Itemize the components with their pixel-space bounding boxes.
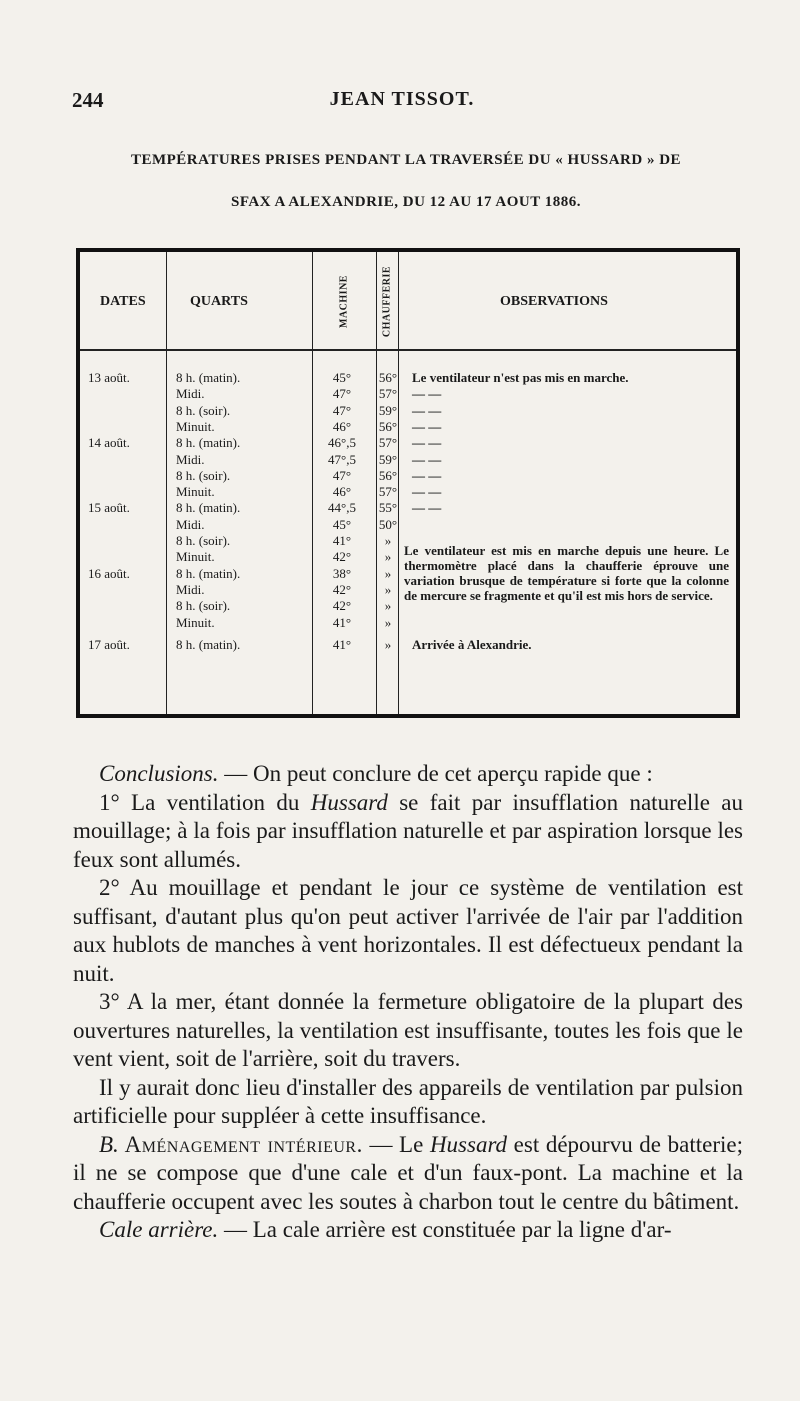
column-divider: [166, 252, 167, 714]
cell-quart: Midi.: [176, 451, 205, 467]
amenagement-text: est dépourvu de batterie; il ne se compose que d'une cale et d'un faux-pont. La machine et la chaufferie occupent avec les soutes à charbon tout le centre du bâtiment.: [73, 1131, 743, 1214]
body-text: [73, 760, 743, 1245]
section-letter: B.: [99, 1131, 119, 1157]
conclusions-label: Conclusions.: [99, 761, 219, 786]
cell-observation: — —: [412, 418, 442, 434]
cell-quart: Midi.: [176, 386, 205, 402]
cell-quart: 8 h. (soir).: [176, 467, 231, 483]
cell-quart: 8 h. (matin).: [176, 435, 241, 451]
column-divider: [398, 252, 399, 714]
section-title: Aménagement intérieur.: [118, 1131, 363, 1157]
column-divider: [312, 252, 313, 714]
header-divider: [80, 349, 736, 351]
cell-machine: 44°,5: [328, 500, 356, 516]
cell-machine: 46°: [332, 484, 352, 500]
cell-observation: — —: [412, 402, 442, 418]
cell-observation: — —: [412, 500, 442, 516]
cell-chaufferie: »: [384, 549, 392, 565]
header-dates: DATES: [100, 294, 146, 309]
cell-quart: Midi.: [176, 516, 205, 532]
long-observation: Le ventilateur est mis en marche depuis une heure. Le thermomètre placé dans la chaufferie éprouve une variation brusque de température si forte que la colonne de mercure se fragmente et qu'il est mis hors de service.: [404, 543, 729, 603]
paragraph-amenagement: [73, 1131, 743, 1217]
cell-chaufferie: »: [384, 581, 392, 597]
point-1-start: 1° La ventilation du: [99, 789, 311, 815]
cell-machine: 42°: [332, 598, 352, 614]
cell-observation: — —: [412, 451, 442, 467]
cell-chaufferie: 56°: [378, 418, 398, 434]
paragraph-point-2: 2° Au mouillage et pendant le jour ce système de ventilation est suffisant, d'autant plus qu'on peut activer l'arrivée de l'air par l'addition aux hublots de manches à vent horizontales. Il est défectueux pendant la nuit.: [73, 875, 743, 986]
cell-quart: Minuit.: [176, 549, 215, 565]
cell-machine: 41°: [332, 614, 352, 630]
cell-date: 14 août.: [88, 435, 130, 451]
cell-quart: 8 h. (soir).: [176, 533, 231, 548]
cell-observation: — —: [412, 467, 442, 483]
cell-quart: 8 h. (matin).: [176, 565, 241, 581]
cell-observation: Le ventilateur n'est pas mis en marche.: [412, 370, 629, 385]
cell-observation: — —: [412, 386, 442, 402]
cell-machine: 42°: [332, 581, 352, 597]
table-title-line-2: SFAX A ALEXANDRIE, DU 12 AU 17 AOUT 1886.: [231, 194, 581, 210]
running-title: JEAN TISSOT.: [329, 88, 475, 110]
paragraph-recommendation: Il y aurait donc lieu d'installer des appareils de ventilation par pulsion artificielle pour suppléer à cette insuffisance.: [73, 1074, 743, 1128]
header-quarts: QUARTS: [190, 294, 248, 309]
cell-quart: 8 h. (matin).: [176, 500, 241, 516]
cell-date: 13 août.: [88, 370, 130, 385]
cell-chaufferie: 56°: [378, 370, 398, 385]
header-observations: OBSERVATIONS: [500, 294, 608, 309]
cell-chaufferie: »: [384, 636, 392, 652]
cell-date: 16 août.: [88, 565, 130, 581]
ship-name: Hussard: [429, 1131, 508, 1157]
cell-date: 15 août.: [88, 500, 130, 516]
cell-machine: 46°: [332, 418, 352, 434]
cell-date: 17 août.: [88, 636, 130, 652]
cell-quart: Minuit.: [176, 484, 215, 500]
cell-chaufferie: 59°: [378, 402, 398, 418]
page-header: [72, 88, 732, 114]
cell-chaufferie: 59°: [378, 451, 398, 467]
cell-quart: 8 h. (soir).: [176, 598, 231, 614]
cell-chaufferie: 57°: [378, 435, 398, 451]
cell-observation: — —: [412, 484, 442, 500]
cell-machine: 47°: [332, 402, 352, 418]
ship-name: Hussard: [310, 789, 388, 815]
cell-quart: 8 h. (matin).: [176, 370, 241, 385]
point-1-end: se fait par insufflation naturelle au mouillage; à la fois par insufflation naturelle et par aspiration lorsque les feux sont allumés.: [73, 789, 743, 872]
header-chaufferie: CHAUFFERIE: [381, 265, 393, 338]
cell-chaufferie: »: [384, 533, 392, 548]
conclusions-intro: — On peut conclure de cet aperçu rapide que :: [218, 761, 653, 786]
cell-observation: — —: [412, 435, 442, 451]
cell-chaufferie: »: [384, 598, 392, 614]
cell-machine: 47°: [332, 467, 352, 483]
cell-quart: 8 h. (matin).: [176, 636, 241, 652]
cell-machine: 47°,5: [328, 451, 356, 467]
cell-machine: 47°: [332, 386, 352, 402]
cell-machine: 46°,5: [328, 435, 356, 451]
cell-quart: Minuit.: [176, 418, 215, 434]
cell-chaufferie: 57°: [378, 386, 398, 402]
page-number: 244: [72, 88, 104, 112]
cell-machine: 41°: [332, 533, 352, 548]
cell-chaufferie: »: [384, 565, 392, 581]
cell-observation: Arrivée à Alexandrie.: [412, 636, 532, 652]
cell-machine: 38°: [332, 565, 352, 581]
temperature-table: [76, 248, 740, 718]
paragraph-point-3: 3° A la mer, étant donnée la fermeture obligatoire de la plupart des ouvertures naturelles, la ventilation est insuffisante, toutes les fois que le vent vient, soit de l'arrière, soit du travers.: [73, 989, 743, 1071]
paragraph-conclusions: [73, 760, 743, 789]
cell-quart: Midi.: [176, 581, 205, 597]
cell-chaufferie: 56°: [378, 467, 398, 483]
cale-arriere-label: Cale arrière.: [99, 1217, 219, 1242]
cell-machine: 45°: [332, 516, 352, 532]
cell-chaufferie: 55°: [378, 500, 398, 516]
cell-quart: 8 h. (soir).: [176, 402, 231, 418]
cell-machine: 45°: [332, 370, 352, 385]
cell-chaufferie: »: [384, 614, 392, 630]
cell-chaufferie: 50°: [378, 516, 398, 532]
column-divider: [376, 252, 377, 714]
cell-chaufferie: 57°: [378, 484, 398, 500]
table-title-line-1: TEMPÉRATURES PRISES PENDANT LA TRAVERSÉE DU « HUSSARD » DE: [130, 152, 682, 168]
cale-arriere-text: — La cale arrière est constituée par la ligne d'ar-: [218, 1217, 672, 1242]
dash-text: — Le: [362, 1131, 430, 1157]
cell-quart: Minuit.: [176, 614, 215, 630]
paragraph-point-1: [73, 789, 743, 875]
paragraph-cale-arriere: [73, 1216, 743, 1245]
header-machine: MACHINE: [338, 275, 350, 328]
cell-machine: 41°: [332, 636, 352, 652]
cell-machine: 42°: [332, 549, 352, 565]
